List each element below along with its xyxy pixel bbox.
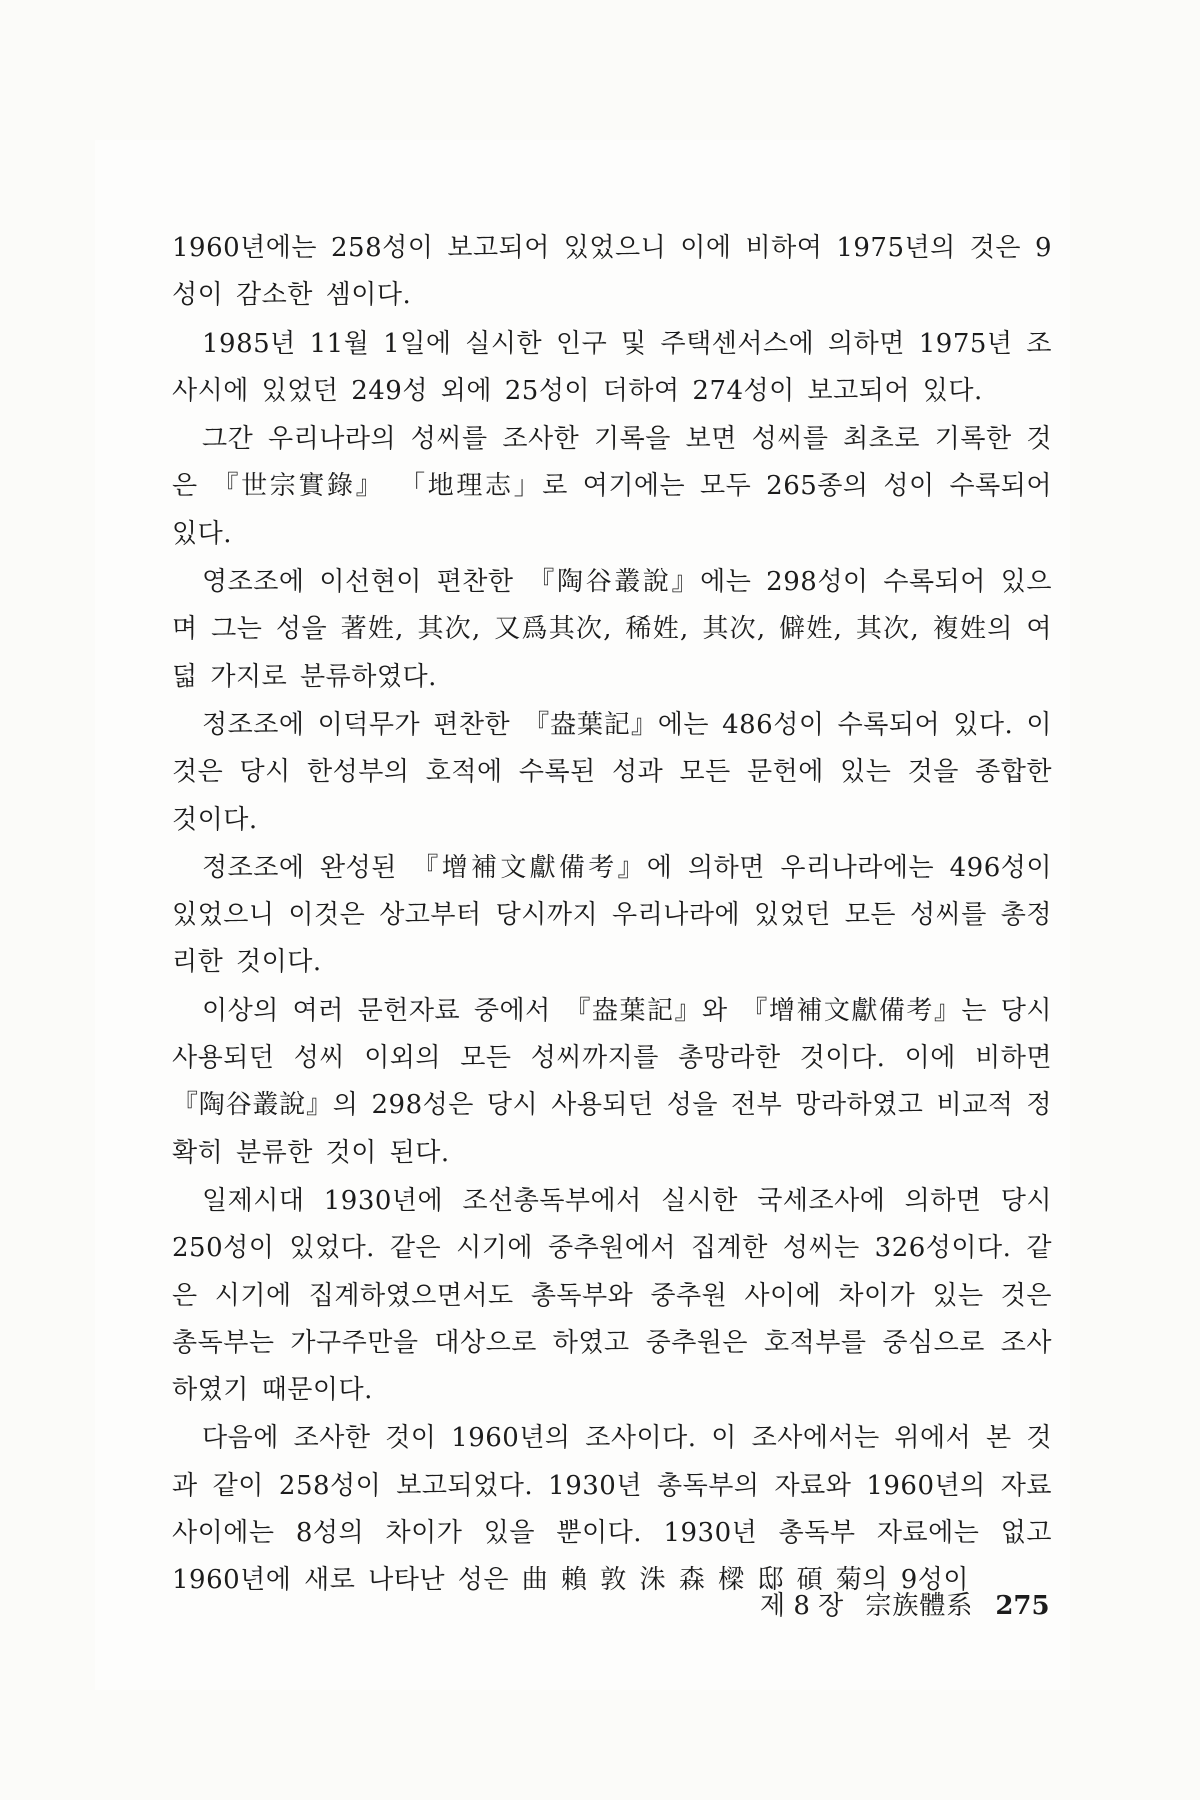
paragraph-3: 그간 우리나라의 성씨를 조사한 기록을 보면 성씨를 최초로 기록한 것은 『世宗實錄』 「地理志」로 여기에는 모두 265종의 성이 수록되어 있다. [172,424,1052,549]
chapter-label: 제 8 장 [760,1591,844,1621]
paragraph-7: 이상의 여러 문헌자료 중에서 『盎葉記』와 『增補文獻備考』는 당시 사용되던 성씨 이외의 모든 성씨까지를 총망라한 것이다. 이에 비하면 『陶谷叢說』의 298성은 당시 사용되던 성을 전부 망라하였고 비교적 정확히 분류한 것이 된다. [172,995,1052,1168]
paragraph-8: 일제시대 1930년에 조선총독부에서 실시한 국세조사에 의하면 당시 250성이 있었다. 같은 시기에 중추원에서 집계한 성씨는 326성이다. 같은 시기에 집계하였으면서도 총독부와 중추원 사이에 차이가 있는 것은 총독부는 가구주만을 대상으로 하였고 중추원은 호적부를 중심으로 조사하였기 때문이다. [172,1185,1052,1406]
running-footer [760,1585,1060,1622]
paragraph-6: 정조조에 완성된 『增補文獻備考』에 의하면 우리나라에는 496성이 있었으니 이것은 상고부터 당시까지 우리나라에 있었던 모든 성씨를 총정리한 것이다. [172,852,1052,978]
paragraph-4: 영조조에 이선현이 편찬한 『陶谷叢說』에는 298성이 수록되어 있으며 그는 성을 著姓, 其次, 又爲其次, 稀姓, 其次, 僻姓, 其次, 複姓의 여덟 가지로 분류하였다. [172,567,1052,692]
body-text [172,225,1052,1606]
page-number: 275 [995,1591,1050,1621]
paragraph-5: 정조조에 이덕무가 편찬한 『盎葉記』에는 486성이 수록되어 있다. 이것은 당시 한성부의 호적에 수록된 성과 모든 문헌에 있는 것을 종합한 것이다. [172,709,1052,835]
paragraph-1: 1960년에는 258성이 보고되어 있었으니 이에 비하여 1975년의 것은 9성이 감소한 셈이다. [172,233,1052,311]
chapter-title: 宗族體系 [865,1591,974,1621]
paragraph-2: 1985년 11월 1일에 실시한 인구 및 주택센서스에 의하면 1975년 조사시에 있었던 249성 외에 25성이 더하여 274성이 보고되어 있다. [172,328,1052,406]
paragraph-9: 다음에 조사한 것이 1960년의 조사이다. 이 조사에서는 위에서 본 것과 같이 258성이 보고되었다. 1930년 총독부의 자료와 1960년의 자료 사이에는 8성의 차이가 있을 뿐이다. 1930년 총독부 자료에는 없고 1960년에 새로 나타난 성은 曲 賴 敦 洙 森 樑 邸 碩 菊의 9성이 [172,1423,1052,1596]
